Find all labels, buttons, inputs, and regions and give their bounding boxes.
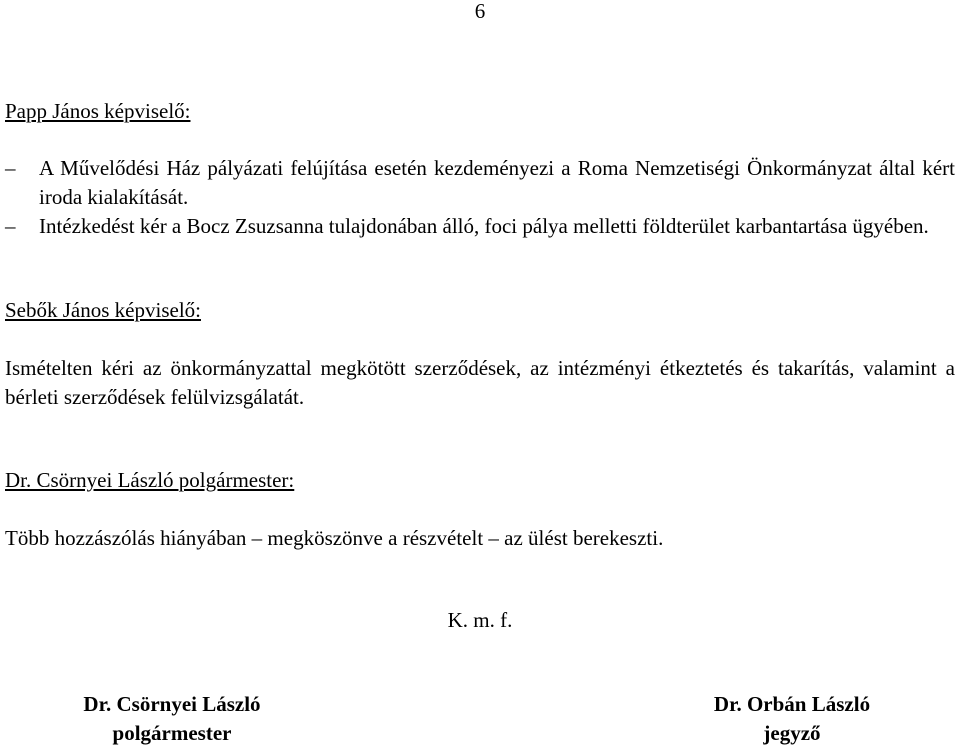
paragraph-sebok: Ismételten kéri az önkormányzattal megkötött szerződések, az intézményi étkeztetés és takarítás, valamint a bérleti szerződések felülvizsgálatát. [5, 356, 955, 409]
dash-bullet-icon: – [5, 214, 16, 238]
signature-block-notary [660, 690, 924, 748]
bullet-list [5, 154, 955, 241]
paragraph-closing: Több hozzászólás hiányában – megköszönve a részvételt – az ülést berekeszti. [5, 526, 664, 550]
dash-bullet-icon: – [5, 156, 16, 180]
signature-name: Dr. Orbán László [713, 692, 871, 716]
signature-title: jegyző [763, 721, 821, 745]
page-number: 6 [474, 0, 486, 23]
signature-title: polgármester [112, 721, 232, 745]
signature-name: Dr. Csörnyei László [83, 692, 261, 716]
kmf-label: K. m. f. [447, 608, 513, 632]
speaker-heading-csornyei: Dr. Csörnyei László polgármester: [5, 468, 295, 492]
list-item [5, 212, 955, 241]
list-item-text: Intézkedést kér a Bocz Zsuzsanna tulajdonában álló, foci pálya melletti földterület karbantartása ügyében. [39, 214, 929, 238]
signature-block-mayor [40, 690, 304, 748]
list-item [5, 154, 955, 212]
list-item-text: A Művelődési Ház pályázati felújítása esetén kezdeményezi a Roma Nemzetiségi Önkormányzat által kért iroda kialakítását. [39, 156, 955, 209]
speaker-heading-sebok: Sebők János képviselő: [5, 298, 201, 322]
speaker-heading-papp: Papp János képviselő: [5, 99, 191, 123]
